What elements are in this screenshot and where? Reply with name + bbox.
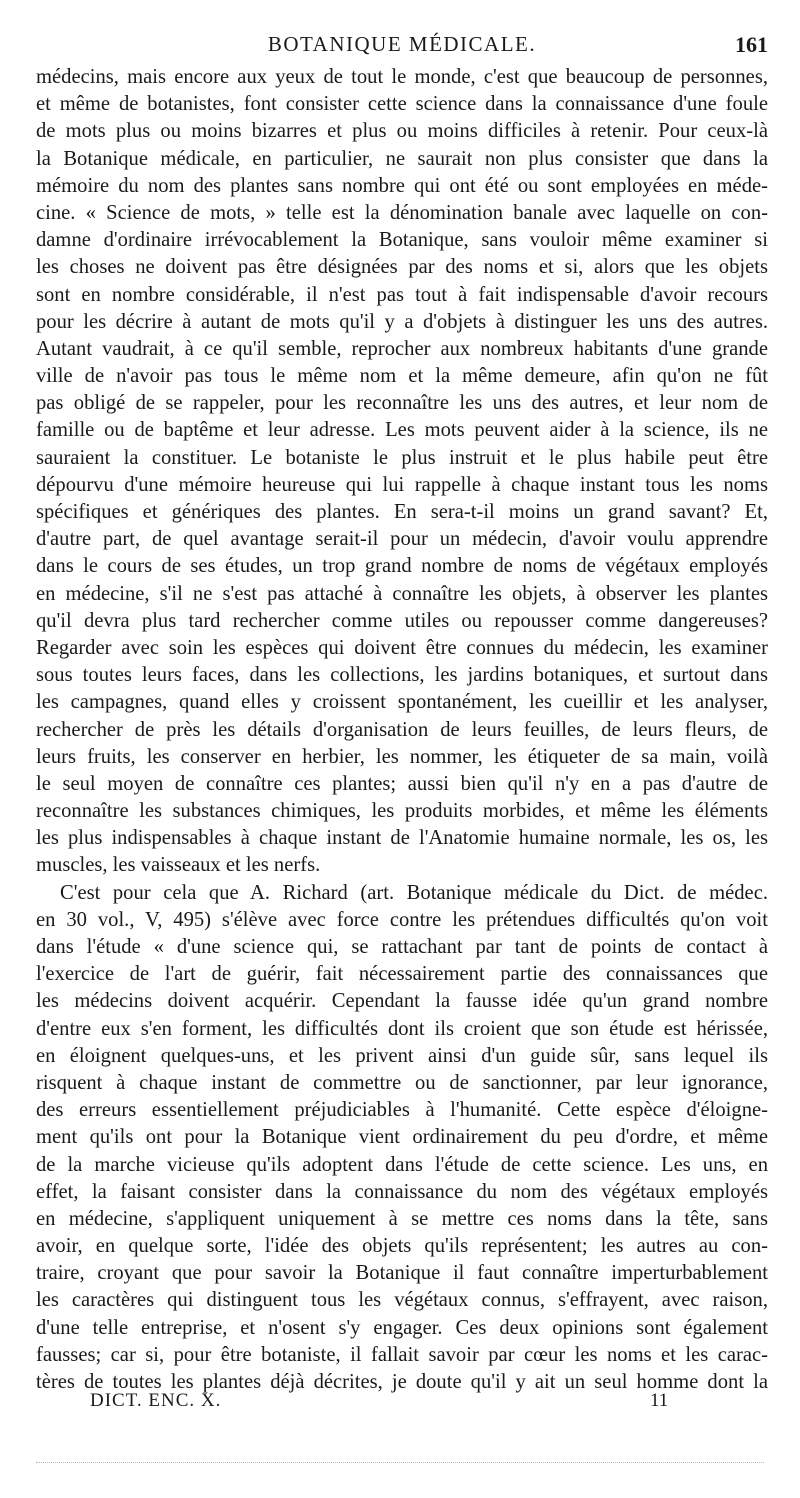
text-line: leurs fruits, les conserver en herbier, les nommer, les étiqueter de sa main, voilà: [36, 745, 768, 768]
text-line: traire, croyant que pour savoir la Botanique il faut connaître imperturbablement: [36, 1262, 768, 1285]
printer-signature: DICT. ENC. X.: [90, 1390, 222, 1411]
text-line: ville de n'avoir pas tous le même nom et la même demeure, afin qu'on ne fût: [36, 365, 768, 388]
text-line: des erreurs essentiellement préjudiciables à l'humanité. Cette espèce d'éloigne-: [36, 1099, 768, 1122]
text-line: pas obligé de se rappeler, pour les reconnaître les uns des autres, et leur nom de: [36, 392, 768, 415]
text-line: l'exercice de l'art de guérir, fait nécessairement partie des connaissances que: [36, 963, 768, 986]
text-line: les campagnes, quand elles y croissent spontanément, les cueillir et les analyser,: [36, 691, 768, 714]
text-line: dans l'étude « d'une science qui, se rattachant par tant de points de contact à: [36, 936, 768, 958]
text-line: les médecins doivent acquérir. Cependant la fausse idée qu'un grand nombre: [36, 990, 768, 1013]
text-line: avoir, en quelque sorte, l'idée des objets qu'ils représentent; les autres au con-: [36, 1235, 768, 1258]
text-line: médecins, mais encore aux yeux de tout le monde, c'est que beaucoup de personnes,: [36, 66, 768, 88]
body-text: [36, 64, 768, 1396]
signature-number: 11: [650, 1390, 669, 1411]
text-line: les caractères qui distinguent tous les végétaux connus, s'effrayent, avec raison,: [36, 1289, 768, 1312]
text-line: Regarder avec soin les espèces qui doivent être connues du médecin, les examiner: [36, 636, 768, 659]
page-footer: [90, 1390, 710, 1420]
text-line: effet, la faisant consister dans la connaissance du nom des végétaux employés: [36, 1180, 768, 1203]
text-line: d'entre eux s'en forment, les difficultés dont ils croient que son étude est hérissée,: [36, 1017, 768, 1040]
text-line: en 30 vol., V, 495) s'élève avec force contre les prétendues difficultés qu'on voit: [36, 908, 768, 931]
text-line: mémoire du nom des plantes sans nombre qui ont été ou sont employées en méde-: [36, 174, 768, 197]
text-line: de la marche vicieuse qu'ils adoptent dans l'étude de cette science. Les uns, en: [36, 1153, 768, 1176]
text-line: reconnaître les substances chimiques, les produits morbides, et même les éléments: [36, 800, 768, 823]
text-line: risquent à chaque instant de commettre ou de sanctionner, par leur ignorance,: [36, 1071, 768, 1094]
text-line: ment qu'ils ont pour la Botanique vient ordinairement du peu d'ordre, et même: [36, 1126, 768, 1149]
text-line: le seul moyen de connaître ces plantes; aussi bien qu'il n'y en a pas d'autre de: [36, 772, 768, 795]
text-line: Autant vaudrait, à ce qu'il semble, reprocher aux nombreux habitants d'une grande: [36, 337, 768, 360]
bottom-dotted-rule: [36, 1462, 764, 1463]
text-line: spécifiques et génériques des plantes. En sera-t-il moins un grand savant? Et,: [36, 501, 768, 523]
text-line: fausses; car si, pour être botaniste, il fallait savoir par cœur les noms et les carac-: [36, 1343, 768, 1366]
text-line: pour les décrire à autant de mots qu'il y a d'objets à distinguer les uns des autres.: [36, 310, 768, 333]
paragraph-start-line: C'est pour cela que A. Richard (art. Botanique médicale du Dict. de médec.: [60, 881, 768, 904]
text-line: et même de botanistes, font consister cette science dans la connaissance d'une foule: [36, 93, 768, 116]
text-line: en médecine, s'appliquent uniquement à se mettre ces noms dans la tête, sans: [36, 1207, 768, 1230]
text-line: sauraient la constituer. Le botaniste le plus instruit et le plus habile peut être: [36, 446, 768, 469]
running-title: BOTANIQUE MÉDICALE.: [267, 32, 537, 56]
text-line: en médecine, s'il ne s'est pas attaché à connaître les objets, à observer les plantes: [36, 582, 768, 605]
paragraph-end-line: muscles, les vaisseaux et les nerfs.: [36, 854, 321, 877]
text-line: d'autre part, de quel avantage serait-il pour un médecin, d'avoir voulu apprendre: [36, 528, 768, 551]
text-line: en éloignent quelques-uns, et les privent ainsi d'un guide sûr, sans lequel ils: [36, 1044, 768, 1067]
text-line: dépourvu d'une mémoire heureuse qui lui rappelle à chaque instant tous les noms: [36, 473, 768, 496]
text-line: qu'il devra plus tard rechercher comme utiles ou repousser comme dangereuses?: [36, 609, 768, 632]
text-line: tères de toutes les plantes déjà décrites, je doute qu'il y ait un seul homme dont la: [36, 1371, 768, 1393]
running-head: [36, 32, 768, 60]
text-line: damne d'ordinaire irrévocablement la Botanique, sans vouloir même examiner si: [36, 229, 768, 252]
text-line: famille ou de baptême et leur adresse. Les mots peuvent aider à la science, ils ne: [36, 419, 768, 442]
text-line: d'une telle entreprise, et n'osent s'y engager. Ces deux opinions sont également: [36, 1316, 768, 1339]
text-line: sont en nombre considérable, il n'est pas tout à fait indispensable d'avoir recours: [36, 283, 768, 306]
text-line: dans le cours de ses études, un trop grand nombre de noms de végétaux employés: [36, 555, 768, 578]
page-number: 161: [735, 32, 768, 57]
text-line: sous toutes leurs faces, dans les collections, les jardins botaniques, et surtout dans: [36, 664, 768, 687]
text-line: la Botanique médicale, en particulier, ne saurait non plus consister que dans la: [36, 147, 768, 170]
text-line: les choses ne doivent pas être désignées par des noms et si, alors que les objets: [36, 256, 768, 279]
text-line: de mots plus ou moins bizarres et plus ou moins difficiles à retenir. Pour ceux-là: [36, 120, 768, 143]
text-line: cine. « Science de mots, » telle est la dénomination banale avec laquelle on con-: [36, 201, 768, 224]
text-line: rechercher de près les détails d'organisation de leurs feuilles, de leurs fleurs, de: [36, 718, 768, 741]
text-line: les plus indispensables à chaque instant de l'Anatomie humaine normale, les os, les: [36, 827, 768, 850]
